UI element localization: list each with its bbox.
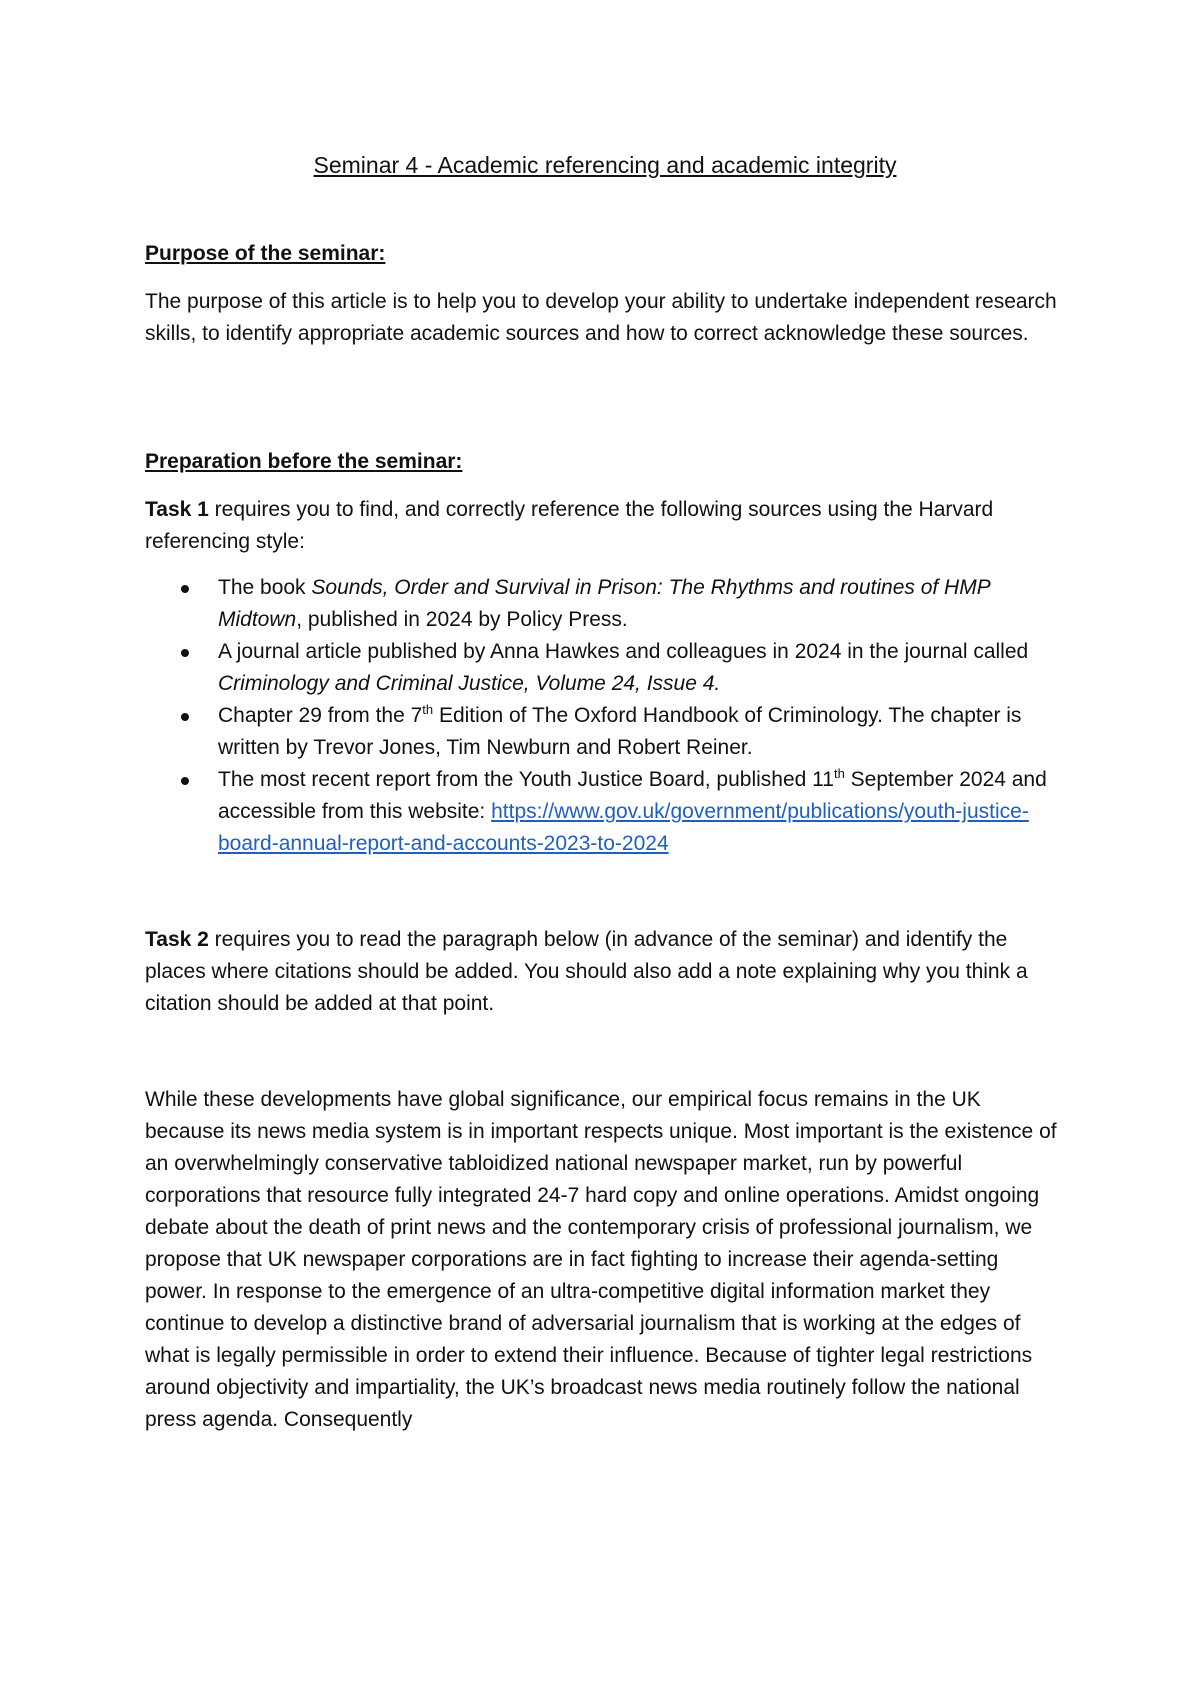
- bullet-icon: [181, 649, 189, 657]
- source-1-pre: The book: [218, 576, 312, 599]
- bullet-icon: [181, 585, 189, 593]
- list-item: [145, 764, 1065, 860]
- source-3-superscript: th: [422, 702, 434, 717]
- list-item: [145, 636, 1065, 700]
- youth-justice-report-link[interactable]: https://www.gov.uk/government/publications/youth-justice-board-annual-report-and-accounts-2023-to-2024: [218, 800, 1029, 855]
- source-4-superscript: th: [833, 766, 845, 781]
- source-3-pre: Chapter 29 from the 7: [218, 704, 423, 727]
- bullet-icon: [181, 713, 189, 721]
- list-item: [145, 572, 1065, 636]
- source-2-pre: A journal article published by Anna Hawkes and colleagues in 2024 in the journal called: [218, 640, 1029, 663]
- source-2-journal: Criminology and Criminal Justice, Volume 24, Issue 4.: [218, 672, 721, 695]
- task2-text: requires you to read the paragraph below (in advance of the seminar) and identify the places where citations should be added. You should also add a note explaining why you think a citation should be added at that point.: [145, 928, 1028, 1015]
- purpose-heading: Purpose of the seminar:: [145, 242, 386, 265]
- task1-text: requires you to find, and correctly reference the following sources using the Harvard referencing style:: [145, 498, 994, 553]
- list-item: [145, 700, 1065, 764]
- purpose-text: The purpose of this article is to help you to develop your ability to undertake independent research skills, to identify appropriate academic sources and how to correct acknowledge these sources.: [145, 290, 1057, 345]
- task2-label: Task 2: [145, 928, 209, 951]
- preparation-heading: Preparation before the seminar:: [145, 450, 463, 473]
- excerpt-paragraph: While these developments have global significance, our empirical focus remains in the UK because its news media system is in important respects unique. Most important is the existence of an overwhelmingly conservative tabloidized national newspaper market, run by powerful corporations that resource fully integrated 24-7 hard copy and online operations. Amidst ongoing debate about the death of print news and the contemporary crisis of professional journalism, we propose that UK newspaper corporations are in fact fighting to increase their agenda-setting power. In response to the emergence of an ultra-competitive digital information market they continue to develop a distinctive brand of adversarial journalism that is working at the edges of what is legally permissible in order to extend their influence. Because of tighter legal restrictions around objectivity and impartiality, the UK’s broadcast news media routinely follow the national press agenda. Consequently: [145, 1088, 1057, 1431]
- document-page: [145, 140, 1065, 1436]
- source-3-post: Edition of The Oxford Handbook of Criminology. The chapter is written by Trevor Jones, Tim Newburn and Robert Reiner.: [218, 704, 1022, 759]
- source-1-title: Sounds, Order and Survival in Prison: The Rhythms and routines of HMP Midtown: [218, 576, 990, 631]
- task1-paragraph: [145, 494, 1065, 558]
- source-4-pre: The most recent report from the Youth Justice Board, published 11: [218, 768, 834, 791]
- source-1-post: , published in 2024 by Policy Press.: [296, 608, 628, 631]
- task2-paragraph: [145, 924, 1065, 1020]
- task1-label: Task 1: [145, 498, 209, 521]
- page-title: Seminar 4 - Academic referencing and academic integrity: [313, 152, 897, 178]
- bullet-icon: [181, 777, 189, 785]
- source-4-post: September 2024 and accessible from this website:: [218, 768, 1047, 823]
- sources-list: [145, 572, 1065, 860]
